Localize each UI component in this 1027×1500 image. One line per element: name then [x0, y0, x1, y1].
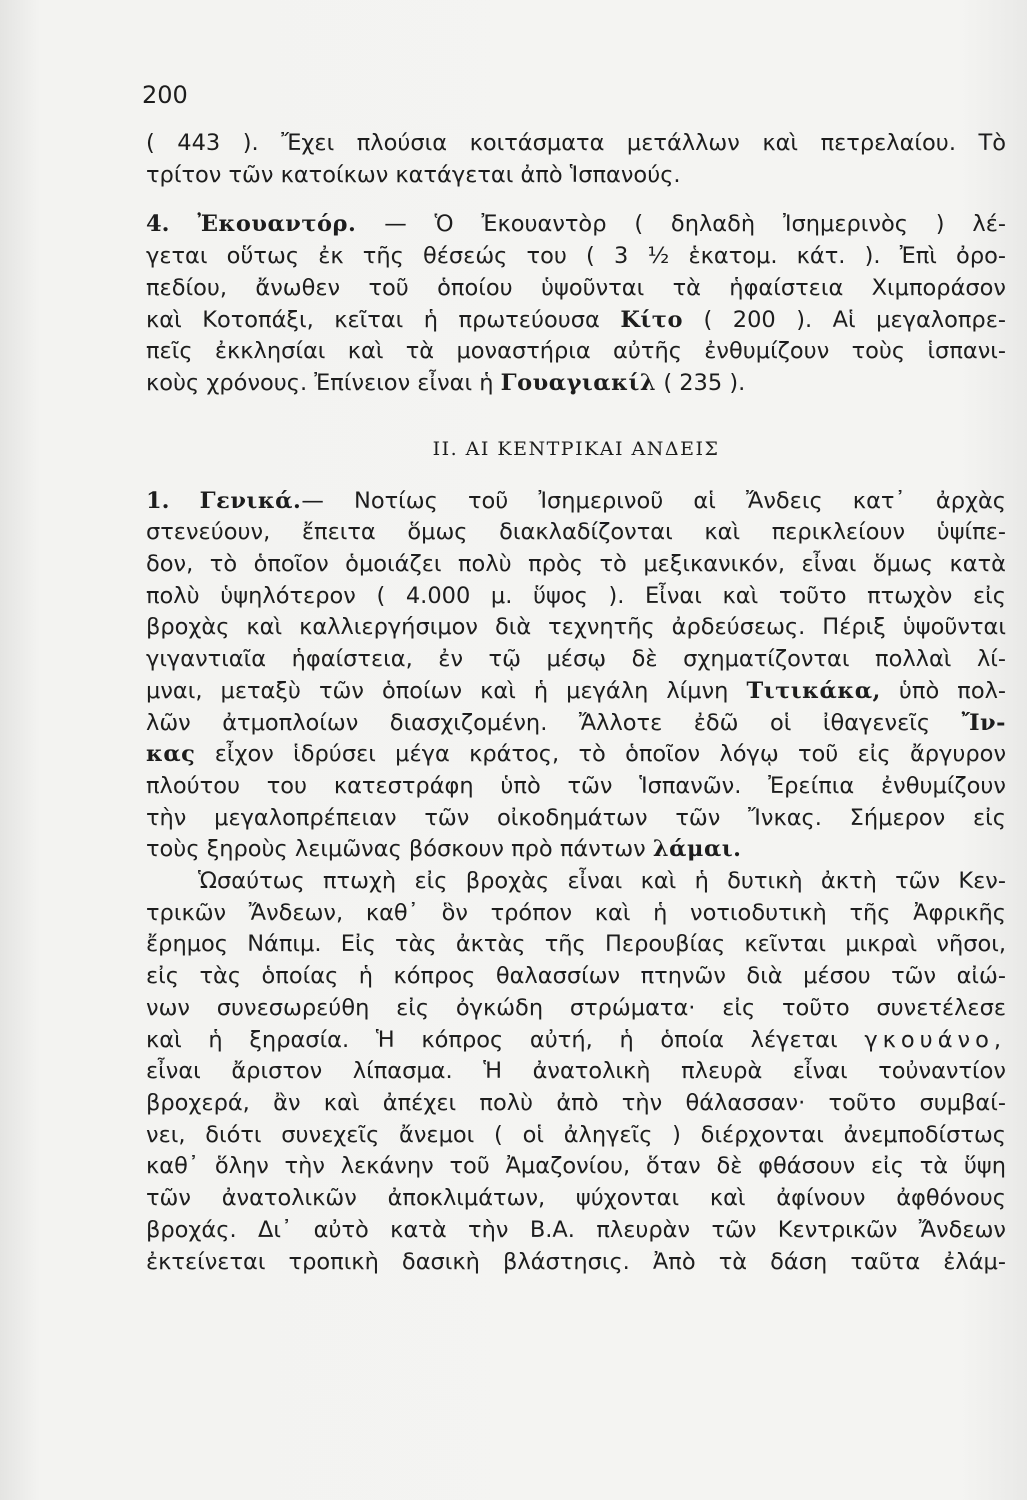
text-line: [146, 1025, 1006, 1057]
text-line: νων συνεσωρεύθη εἰς ὀγκώδη στρώματα· εἰς τοῦτο συνετέλεσε: [146, 994, 1006, 1021]
text-line: πεδίου, ἄνωθεν τοῦ ὁποίου ὑψοῦνται τὰ ἡφαίστεια Χιμποράσον: [146, 274, 1006, 301]
text-fragment: — Νοτίως τοῦ Ἰσημερινοῦ αἱ Ἄνδεις κατ᾽ ἀρχὰς: [301, 487, 1007, 514]
text-line: ἐκτείνεται τροπικὴ δασικὴ βλάστησις. Ἀπὸ τὰ δάση ταῦτα ἐλάμ-: [146, 1248, 1006, 1275]
paragraph-general: [146, 486, 1006, 866]
text-line: βροχερά, ἂν καὶ ἀπέχει πολὺ ἀπὸ τὴν θάλασσαν· τοῦτο συμβαί-: [146, 1089, 1006, 1116]
text-line: [146, 676, 1006, 708]
text-fragment: ( 235 ).: [663, 369, 746, 396]
text-line: τὴν μεγαλοπρέπειαν τῶν οἰκοδημάτων τῶν Ἴνκας. Σήμερον εἰς: [146, 804, 1006, 831]
text-line: [146, 486, 1006, 518]
text-line: πεῖς ἐκκλησίαι καὶ τὰ μοναστήρια αὐτῆς ἐνθυμίζουν τοὺς ἱσπανι-: [146, 338, 1006, 365]
text-line: καθ᾽ ὅλην τὴν λεκάνην τοῦ Ἀμαζονίου, ὅταν δὲ φθάσουν εἰς τὰ ὕψη: [146, 1153, 1006, 1180]
paragraph-west-coast: [146, 866, 1006, 1278]
text-line: [146, 305, 1006, 337]
page-number: 200: [142, 81, 188, 109]
text-line: εἶναι ἄριστον λίπασμα. Ἡ ἀνατολικὴ πλευρὰ εἶναι τοὐναντίον: [146, 1058, 1006, 1085]
text-line: εἰς τὰς ὁποίας ἡ κόπρος θαλασσίων πτηνῶν διὰ μέσου τῶν αἰώ-: [146, 963, 1006, 990]
text-fragment: μναι, μεταξὺ τῶν ὁποίων καὶ ἡ μεγάλη λίμνη: [146, 677, 729, 704]
text-fragment: — Ὁ Ἐκουαντὸρ ( δηλαδὴ Ἰσημερινὸς ) λέ-: [384, 211, 1007, 238]
text-fragment: εἶχον ἱδρύσει μέγα κράτος, τὸ ὁποῖον λόγῳ τοῦ εἰς ἄργυρον: [214, 741, 1007, 768]
paragraph-intro: [146, 128, 1006, 191]
text-line: δον, τὸ ὁποῖον ὁμοιάζει πολὺ πρὸς τὸ μεξικανικόν, εἶναι ὅμως κατὰ: [146, 551, 1006, 578]
text-line: [146, 368, 1006, 400]
bold-term-titicaca: Τιτικάκα,: [746, 677, 881, 704]
bold-term-quito: Κίτο: [620, 306, 683, 333]
section-number: 1.: [146, 487, 170, 514]
section-number: 4.: [146, 211, 170, 238]
bold-term-inka-2: κας: [146, 741, 196, 768]
text-line: [146, 708, 1006, 740]
text-line: τῶν ἀνατολικῶν ἀποκλιμάτων, ψύχονται καὶ ἀφίνουν ἀφθόνους: [146, 1185, 1006, 1212]
bold-term-guayaquil: Γουαγιακίλ: [500, 369, 657, 396]
text-line: πολὺ ὑψηλότερον ( 4.000 μ. ὕψος ). Εἶναι καὶ τοῦτο πτωχὸν εἰς: [146, 582, 1006, 609]
text-fragment: ὑπὸ πολ-: [898, 677, 1007, 704]
text-line: τρικῶν Ἄνδεων, καθ᾽ ὃν τρόπον καὶ ἡ νοτιοδυτικὴ τῆς Ἀφρικῆς: [146, 899, 1006, 926]
text-line: [146, 834, 1006, 866]
text-fragment: λῶν ἀτμοπλοίων διασχιζομένη. Ἄλλοτε ἐδῶ οἱ ἰθαγενεῖς: [146, 709, 931, 736]
text-line: γεται οὕτως ἐκ τῆς θέσεώς του ( 3 ½ ἑκατομ. κάτ. ). Ἐπὶ ὀρο-: [146, 243, 1006, 270]
text-fragment: ( 200 ). Αἱ μεγαλοπρε-: [703, 306, 1006, 333]
chapter-heading: ΙΙ. ΑΙ ΚΕΝΤΡΙΚΑΙ ΑΝΔΕΙΣ: [432, 437, 720, 460]
bold-term-inka-1: Ἴν-: [961, 709, 1006, 736]
text-line: [146, 739, 1006, 771]
spaced-term-guano: γκουάνο,: [864, 1026, 1007, 1053]
text-line: ἔρημος Νάπιμ. Εἰς τὰς ἀκτὰς τῆς Περουβίας κεῖνται μικραὶ νῆσοι,: [146, 931, 1006, 958]
text-line: [146, 209, 1006, 241]
text-line: πλούτου του κατεστράφη ὑπὸ τῶν Ἱσπανῶν. Ἐρείπια ἐνθυμίζουν: [146, 772, 1006, 799]
text-fragment: καὶ ἡ ξηρασία. Ἡ κόπρος αὐτή, ἡ ὁποία λέγεται: [146, 1026, 838, 1053]
text-fragment: καὶ Κοτοπάξι, κεῖται ἡ πρωτεύουσα: [146, 306, 600, 333]
text-line: τρίτον τῶν κατοίκων κατάγεται ἀπὸ Ἱσπανούς.: [146, 161, 681, 188]
section-title-general: Γενικά.: [199, 487, 302, 514]
text-line: ( 443 ). Ἔχει πλούσια κοιτάσματα μετάλλων καὶ πετρελαίου. Τὸ: [146, 130, 1006, 156]
bold-term-llamas: λάμαι.: [652, 836, 742, 863]
text-line: βροχὰς καὶ καλλιεργήσιμον διὰ τεχνητῆς ἀρδεύσεως. Πέριξ ὑψοῦνται: [146, 614, 1006, 641]
page-body: [142, 80, 1007, 1278]
text-line: Ὡσαύτως πτωχὴ εἰς βροχὰς εἶναι καὶ ἡ δυτικὴ ἀκτὴ τῶν Κεν-: [198, 868, 1006, 895]
text-line: βροχάς. Δι᾽ αὐτὸ κατὰ τὴν Β.Α. πλευρὰν τῶν Κεντρικῶν Ἄνδεων: [146, 1216, 1006, 1243]
text-line: γιγαντιαῖα ἡφαίστεια, ἐν τῷ μέσῳ δὲ σχηματίζονται πολλαὶ λί-: [146, 646, 1006, 673]
paragraph-ecuador: [146, 209, 1006, 399]
text-fragment: τοὺς ξηροὺς λειμῶνας βόσκουν πρὸ πάντων: [146, 836, 646, 863]
text-fragment: κοὺς χρόνους. Ἐπίνειον εἶναι ἡ: [146, 369, 494, 396]
section-title-ecuador: Ἐκουαντόρ.: [197, 211, 357, 238]
text-line: στενεύουν, ἔπειτα ὅμως διακλαδίζονται καὶ περικλείουν ὑψίπε-: [146, 519, 1006, 546]
text-line: νει, διότι συνεχεῖς ἄνεμοι ( οἱ ἀληγεῖς ) διέρχονται ἀνεμποδίστως: [146, 1121, 1006, 1148]
